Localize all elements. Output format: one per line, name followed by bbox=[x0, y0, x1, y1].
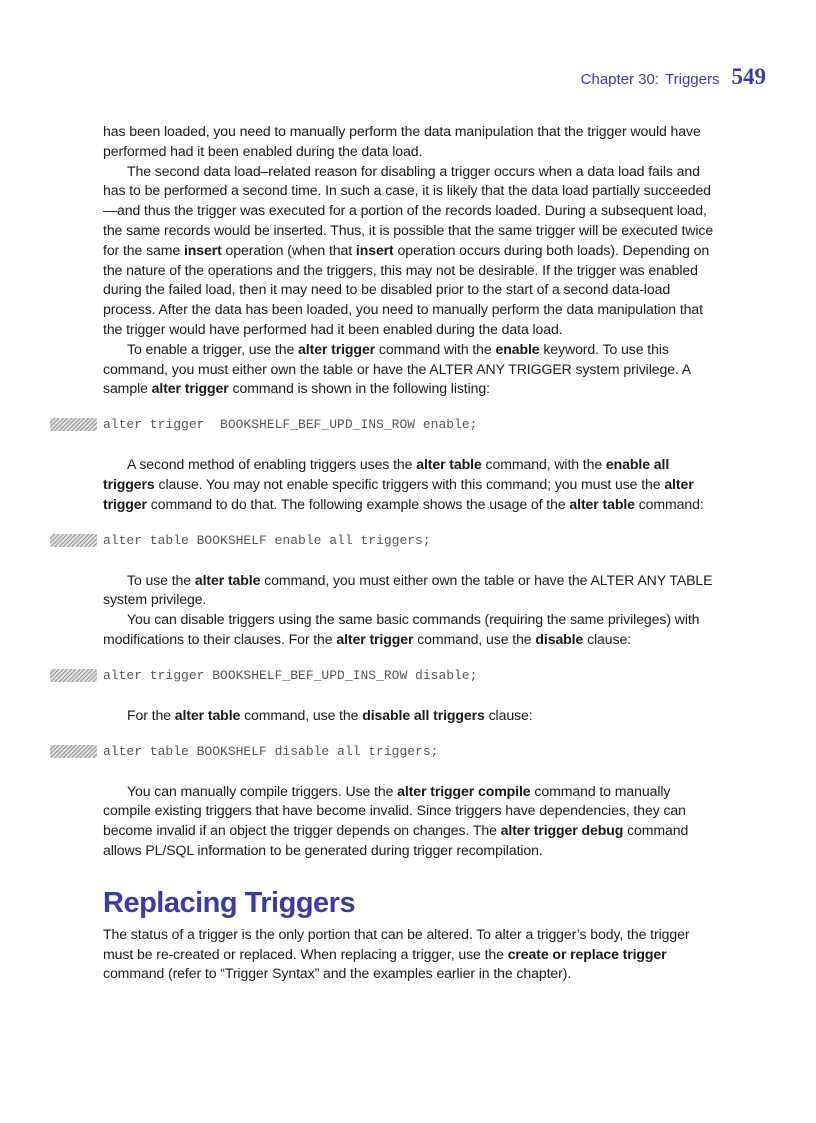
paragraph: has been loaded, you need to manually perform the data manipulation that the trigger would have performed had it been enabled during the data load. bbox=[103, 123, 701, 159]
paragraph: You can manually compile triggers. Use the alter trigger compile command to manually compile existing triggers that have become invalid. Since triggers have dependencies, they can become invalid if an object the trigger depends on changes. The alter trigger debug command allows PL/SQL information to be generated during trigger recompilation. bbox=[103, 782, 689, 858]
code-listing bbox=[103, 531, 719, 553]
chapter-label: Chapter 30: bbox=[580, 71, 660, 88]
section-heading: Replacing Triggers bbox=[103, 886, 356, 919]
paragraph: To use the alter table command, you must either own the table or have the ALTER ANY TABLE system privilege. bbox=[103, 571, 713, 608]
chapter-title: Triggers bbox=[665, 71, 720, 88]
page-number: 549 bbox=[731, 64, 766, 89]
code-marker-icon bbox=[50, 534, 97, 547]
running-header bbox=[581, 64, 766, 90]
page-body bbox=[103, 122, 719, 984]
code-text: alter table BOOKSHELF enable all triggers; bbox=[103, 532, 431, 548]
code-listing bbox=[103, 666, 719, 688]
code-listing bbox=[103, 415, 719, 437]
code-text: alter table BOOKSHELF disable all triggers; bbox=[103, 743, 439, 759]
paragraph: To enable a trigger, use the alter trigger command with the enable keyword. To use this command, you must either own the table or have the ALTER ANY TRIGGER system privilege. A sample alter trigger command is shown in the following listing: bbox=[103, 340, 691, 397]
code-marker-icon bbox=[50, 418, 97, 431]
paragraph: The second data load–related reason for disabling a trigger occurs when a data load fails and has to be performed a second time. In such a case, it is likely that the data load partially succeeded—and thus the trigger was executed for a portion of the records loaded. During a subsequent load, the same records would be inserted. Thus, it is possible that the same trigger will be executed twice for the same insert operation (when that insert operation occurs during both loads). Depending on the nature of the operations and the triggers, this may not be desirable. If the trigger was enabled during the failed load, then it may need to be disabled prior to the start of a second data-load process. After the data has been loaded, you need to manually perform the data manipulation that the trigger would have performed had it been enabled during the data load. bbox=[103, 162, 714, 337]
paragraph: For the alter table command, use the disable all triggers clause: bbox=[127, 706, 533, 723]
paragraph: You can disable triggers using the same basic commands (requiring the same privileges) with modifications to their clauses. For the alter trigger command, use the disable clause: bbox=[103, 611, 700, 647]
code-marker-icon bbox=[50, 745, 97, 758]
paragraph: A second method of enabling triggers uses the alter table command, with the enable all triggers clause. You may not enable specific triggers with this command; you must use the alter trigger command to do that. The following example shows the usage of the alter table command: bbox=[103, 456, 704, 512]
code-text: alter trigger BOOKSHELF_BEF_UPD_INS_ROW disable; bbox=[103, 667, 478, 683]
code-text: alter trigger BOOKSHELF_BEF_UPD_INS_ROW enable; bbox=[103, 417, 478, 433]
code-marker-icon bbox=[50, 669, 97, 682]
code-listing bbox=[103, 742, 719, 764]
paragraph: The status of a trigger is the only portion that can be altered. To alter a trigger’s body, the trigger must be re-created or replaced. When replacing a trigger, use the create or replace trigger command (refer to “Trigger Syntax” and the examples earlier in the chapter). bbox=[103, 925, 690, 982]
